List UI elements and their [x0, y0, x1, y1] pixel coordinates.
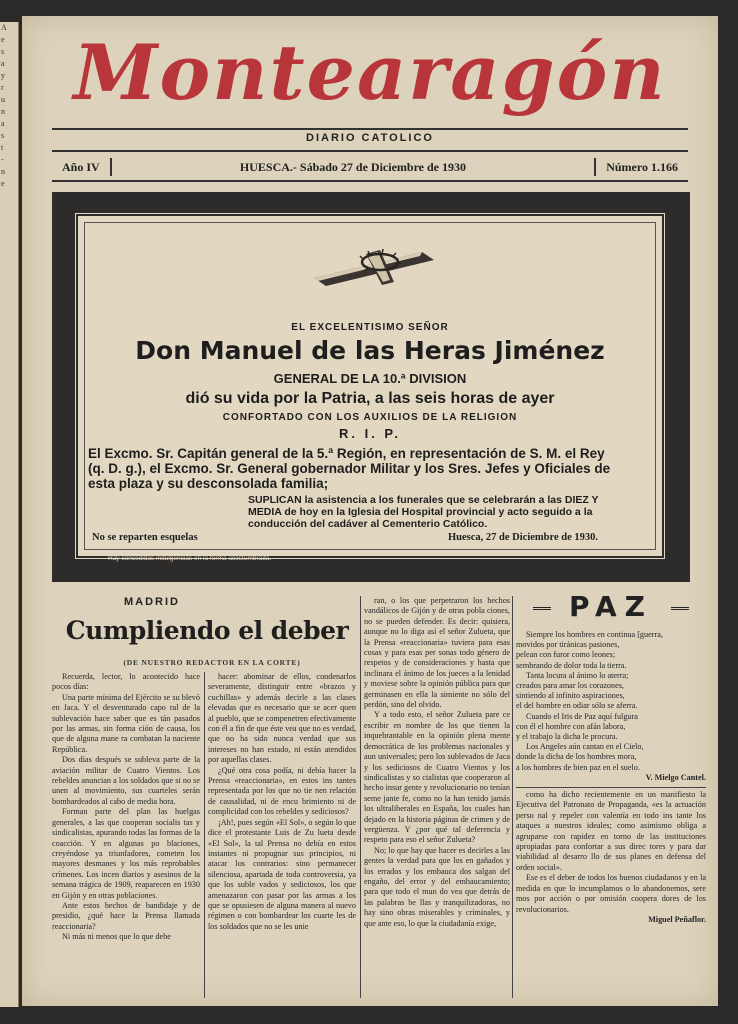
edge-char: n: [1, 167, 5, 176]
poem-line: y el trabajo la dicha le procura.: [516, 732, 618, 742]
poem-line: sembrando de dolor toda la tierra.: [516, 660, 627, 670]
poem-title: [516, 590, 706, 623]
divider: [52, 150, 688, 152]
column-divider: [360, 596, 361, 998]
edge-char: n: [1, 107, 5, 116]
poem-line: a los hombres de bien paz en el suelo.: [516, 762, 640, 772]
edge-char: y: [1, 71, 5, 80]
edge-char: A: [1, 23, 7, 32]
masthead-subtitle: DIARIO CATOLICO: [306, 132, 434, 144]
edge-char: a: [1, 119, 5, 128]
paragraph: hacer: abominar de ellos, condenarlos severamente, distinguir entre «brazos y cuchillas» y además decirle a las clases elevadas que es necesario que se acer quen al pueblo, que se compenetren efectivamente con él a fin de que éste vea que no es verdad, que no ha sido nunca verdad que sus intereses no han estado, ni están atendidos por aquellas clases.: [208, 672, 356, 765]
divider: [516, 787, 706, 788]
edge-char: u: [1, 95, 5, 104]
paragraph: Ni más ni menos que lo que debe: [62, 932, 171, 942]
obituary-indulgencias: Hay concedidas indulgencias en la forma acostumbrada.: [108, 555, 272, 562]
edge-char: t: [1, 143, 4, 152]
poem-line: Cuando el Iris de Paz aquí fulgura: [526, 711, 638, 721]
paragraph: Ante estos hechos de bandidaje y de presidio, ¿qué hace la Prensa llamada reaccionaria?: [52, 900, 200, 931]
article-continuation: [516, 790, 706, 915]
obituary-inner-frame: [76, 214, 664, 558]
edge-char: a: [1, 59, 5, 68]
poem-line: sintiendo al infinito aspiraciones,: [516, 691, 625, 701]
edge-char: r: [1, 83, 4, 92]
newspaper-page: [22, 16, 718, 1006]
obituary-no-esquelas: No se reparten esquelas: [92, 532, 198, 543]
issue-date: HUESCA.- Sábado 27 de Diciembre de 1930: [239, 159, 467, 174]
edge-char: e: [1, 35, 5, 44]
obituary-rank: GENERAL DE LA 10.ª DIVISION: [273, 371, 467, 386]
crucifix-icon: [310, 238, 438, 290]
paragraph: ¡Ah!, pues según «El Sol», o según lo que dice el protestante Luis de Zu lueta desde «El Sol», la tal Prensa no debía en estos instantes ni propugnar sus principios, ni atacar los contrarios: sino permanecer silenciosa, apartada de toda controversia, ya que los suble vados y sediciosos, los que amenazaron con pasar por las armas a los que se opusiesen de alguna manera al nuevo régimen o con bombardear los cuarte les de los soldados que no se les unie: [208, 817, 356, 931]
column-divider: [512, 596, 513, 998]
paragraph: Ese es el deber de todos los buenos ciudadanos y en la medida en que lo incumplamos o lo abandonemos, sere mos por acción o por omisión coopera dores de los revolucionarios.: [516, 873, 706, 914]
paragraph: Recuerda, lector, lo acontecido hace pocos días:: [52, 672, 200, 692]
article-headline: Cumpliendo el deber: [65, 616, 349, 645]
obituary-notice: [52, 192, 690, 582]
issue-info-bar: [52, 154, 688, 180]
divider: [52, 180, 688, 182]
article-byline: (DE NUESTRO REDACTOR EN LA CORTE): [123, 658, 301, 667]
column-divider: [204, 672, 205, 998]
paragraph: como ha dicho recientemente en un manifiesto la Ejecutiva del Patronato de Propaganda, «es la actuación perso nal y repeler con valentía en todo ins tante los ataques a nuestros ideales; como asimismo obliga a agruparse con rapidez en torno de las instituciones apropiadas para confortar a sus direc tores y para dar viabilidad al desarro llo de sus planes en defensa del orden social».: [516, 790, 706, 872]
obituary-place-date: Huesca, 27 de Diciembre de 1930.: [448, 532, 598, 543]
poem-body: [516, 630, 706, 925]
edge-char: -: [1, 155, 4, 164]
poem-line: creados para amar los corazones,: [516, 681, 624, 691]
poem-line: donde la dicha de los hombres mora,: [516, 752, 637, 762]
article-section: MADRID: [124, 596, 180, 608]
issue-year: Año IV: [62, 159, 100, 174]
article-author: Miguel Peñaflor.: [648, 914, 706, 924]
edge-char: s: [1, 131, 5, 140]
article-column-1: [52, 672, 200, 1000]
obituary-confortado: CONFORTADO CON LOS AUXILIOS DE LA RELIGION: [222, 412, 518, 423]
obituary-honorific: EL EXCELENTISIMO SEÑOR: [291, 322, 449, 333]
obituary-funeral-request: SUPLICAN la asistencia a los funerales que se celebrarán a las DIEZ Y MEDIA de hoy en la Iglesia del Hospital provincial y acto seguido a la conducción del cadáver al Cementerio Católico.: [248, 494, 599, 530]
masthead-title: Montearagón: [73, 28, 667, 117]
paragraph: Forman parte del plan las huelgas generales, a las que cooperan socialis tas y sindicalistas, apurando todas las formas de la coacción. Y en algunas po blaciones, creyéndose ya triunfadores, cometen los mayores desmanes y los más reprobables crímenes. Los incen diarios y asesinos de la semana trágica de 1909, reaparecen en 1930 en Gijón y en otras poblaciones.: [52, 807, 200, 900]
article-column-3: [364, 596, 510, 1000]
paragraph: Una parte mínima del Ejército se su blevó en Jaca. Y el desventurado capo ral de la sublevación hace saber que es tán pasados por las armas, sin forma ción de causa, los que de alguna mane ra combatan la naciente República.: [52, 692, 200, 754]
paragraph: No; lo que hay que hacer es decirles a las gentes la verdad para que los en gañados y los errados y los embauca dos salgan del engaño, del error y del embaucamiento; para que todo el mun do vea que detrás de las palabras be llas y tranquilizadoras, no hay sino obras miserables y criminales, y que ante eso, lo que la ciudadanía exige,: [364, 845, 510, 928]
poem-line: Siempre los hombres en continua [guerra,: [526, 630, 663, 639]
poem-line: con él el hombre con afán labora,: [516, 721, 626, 731]
edge-char: s: [1, 47, 5, 56]
poem-line: pelean con furor como leones;: [516, 650, 616, 660]
poem-line: Tanta locura al ánimo lo aterra;: [526, 670, 629, 680]
paragraph: ran, o los que perpetraron los hechos vandálicos de Gijón y de otras pobla ciones, no se pueden defender. Es decir: quisiera, aunque no lo diga así el señor Zulueta, que la Prensa «reaccionaria» tuviera para esas cosas y para esas per sonas todo género de respetos y de consideraciones y hasta que inclinara el ánimo de los jueces a la lenidad y moviese sobre la opinión pública para que germinasen en ella la simiente no sólo del perdón, sino del olvido.: [364, 596, 510, 710]
paragraph: Y a todo esto, el señor Zulueta pare ce escribir en nombre de los que tienen la inquebrantable en la opinión plena mente democrática de los problemas nacionales y aun universales; pero los sublevados de Jaca y los sediciosos de Cuatro Vientos y los sindicalistas y so cialistas que cooperaron al hecho insur gente y revolucionario no tenían seme jante fe, como no la han tenido jamás los ultraliberales en España, los cuales han dejado en la historia páginas de crimen y de vergüenza. Y ¿por qué tal deferencia y respeto para eso el señor Zulueta?: [364, 710, 510, 845]
poem-line: Los Angeles aún cantan en el Cielo,: [526, 742, 644, 752]
poem-author: V. Mielgo Cantel.: [645, 772, 706, 782]
issue-number: Número 1.166: [606, 159, 678, 174]
paragraph: ¿Qué otra cosa podía, ni debía hacer la Prensa «reaccionaria», en estos ins tantes representada por los que no tie nen relación de causalidad, ni de encu brimiento ni de complicidad con los rebeldes y sediciosos?: [208, 765, 356, 817]
obituary-death: dió su vida por la Patria, a las seis horas de ayer: [185, 390, 555, 407]
edge-char: e: [1, 179, 5, 188]
obituary-mourners: El Excmo. Sr. Capitán general de la 5.ª Región, en representación de S. M. el Rey (q. D. g.), el Excmo. Sr. General gobernador Militar y los Sres. Jefes y Oficiales de esta plaza y su desconsolada familia;: [88, 446, 611, 491]
obituary-rip: R. I. P.: [338, 426, 402, 441]
obituary-name: Don Manuel de las Heras Jiménez: [135, 336, 605, 365]
poem-title-text: PAZ: [569, 590, 653, 623]
divider: [52, 128, 688, 130]
paragraph: Dos días después se subleva parte de la aviación militar de Cuatro Vientos. Los rebeldes anuncian a los soldados que si no se unen al movimiento, sus cuarteles serán bombardeados al cabo de media hora.: [52, 755, 200, 806]
article-column-2: [208, 672, 356, 1000]
adjacent-page-edge: [0, 22, 19, 1007]
poem-line: el del hombre en odiar sólo se aferra.: [516, 701, 638, 711]
poem-line: movidos por tiránicas pasiones,: [516, 640, 620, 650]
